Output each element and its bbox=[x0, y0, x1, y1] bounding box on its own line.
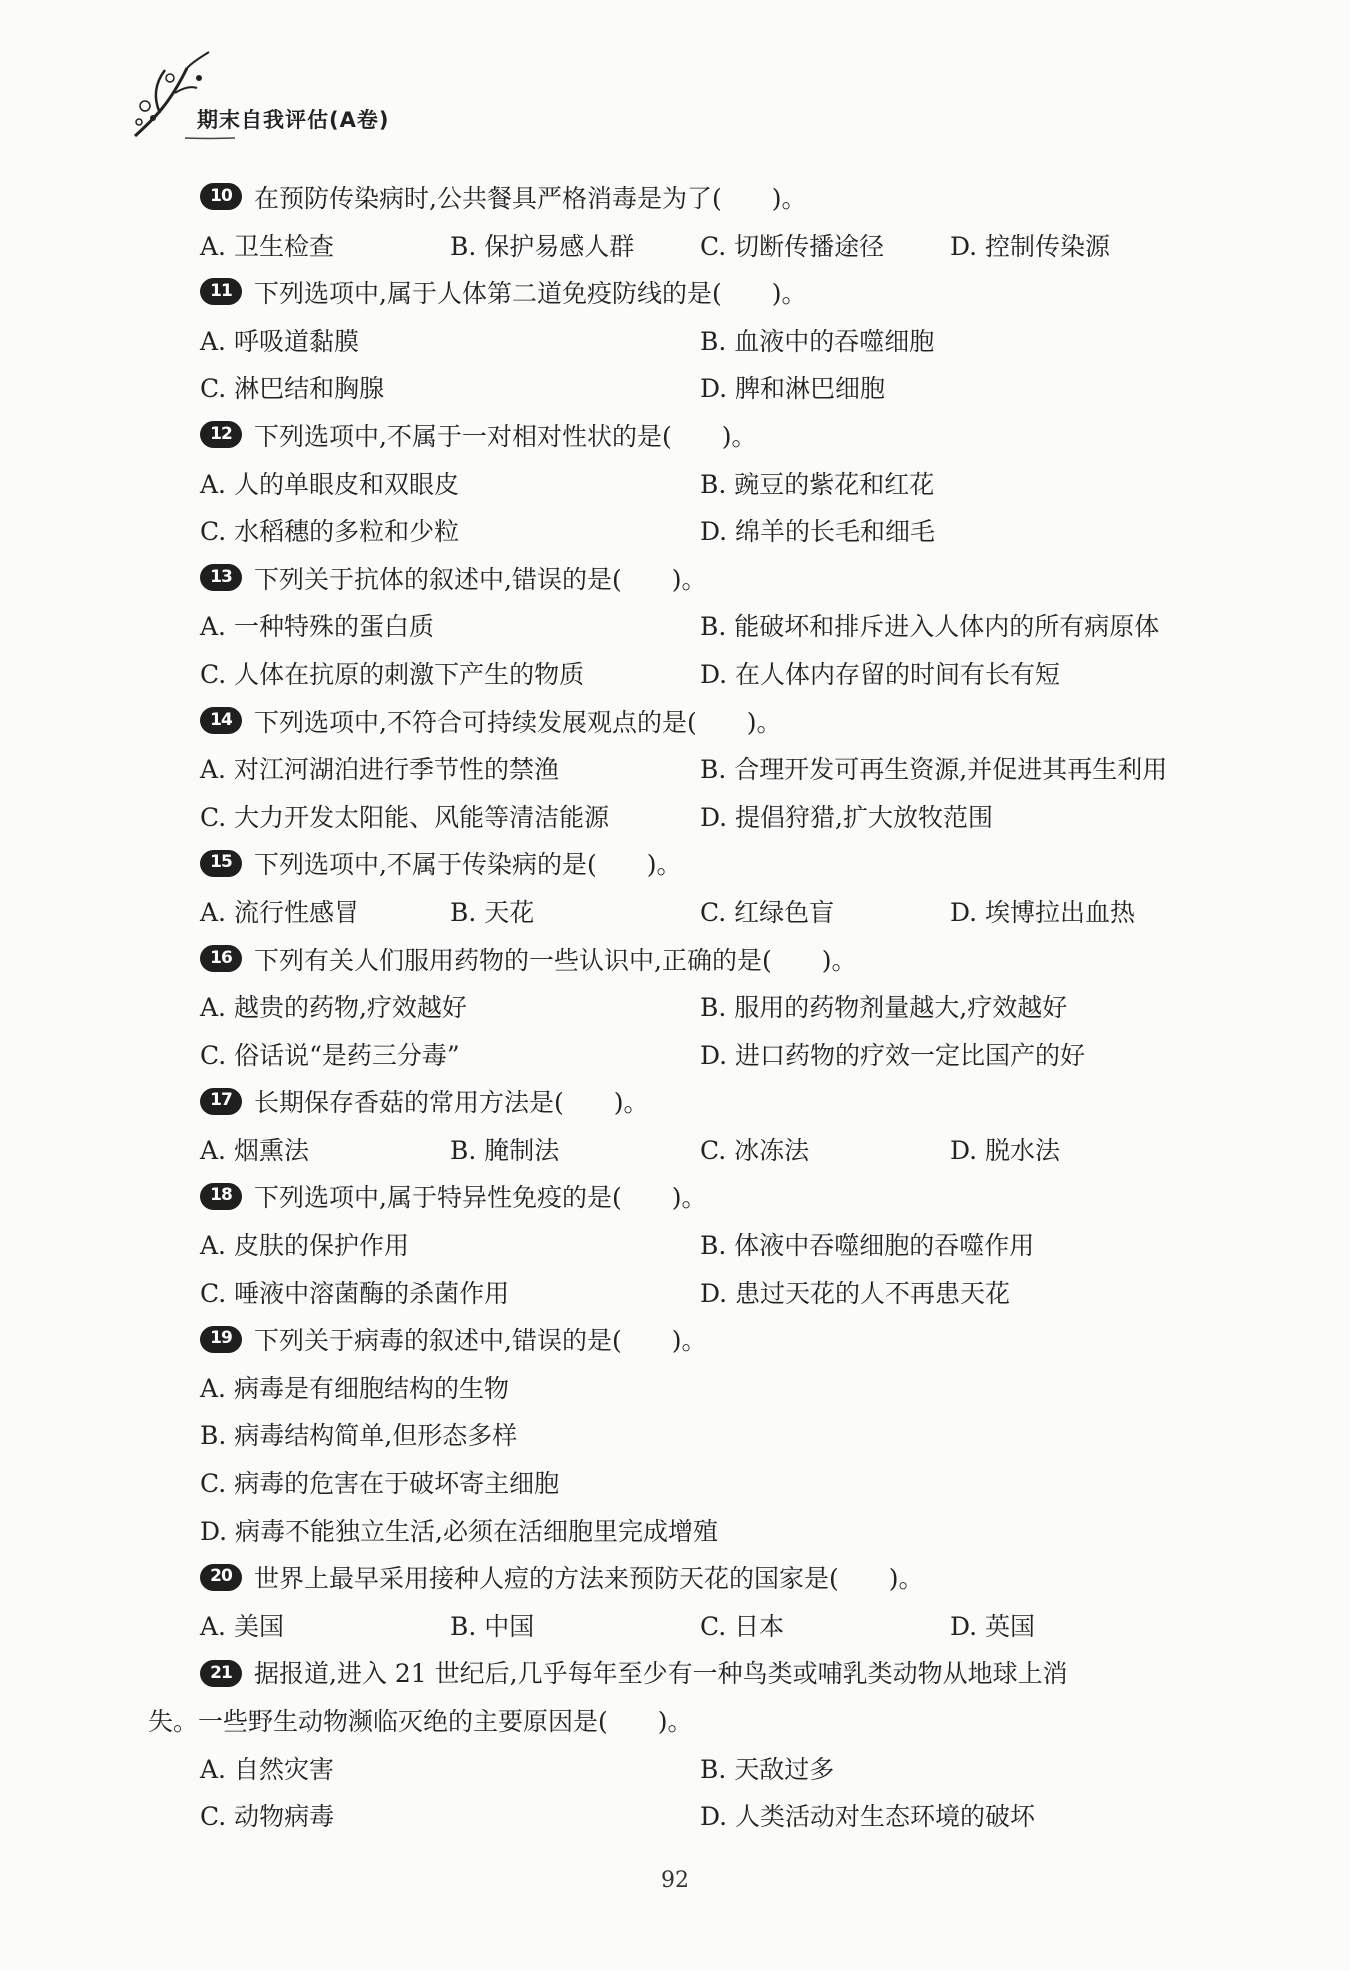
question-stem bbox=[200, 1555, 1220, 1603]
question-number-badge: 15 bbox=[200, 850, 242, 877]
page-number: 92 bbox=[661, 1868, 689, 1893]
answer-option: C. 动物病毒 bbox=[200, 1802, 335, 1832]
option-list bbox=[200, 746, 1220, 841]
question-item bbox=[200, 270, 1220, 413]
answer-option: C. 红绿色盲 bbox=[700, 897, 835, 927]
answer-option: C. 病毒的危害在于破坏寄主细胞 bbox=[200, 1469, 560, 1499]
question-text: 长期保存香菇的常用方法是( )。 bbox=[254, 1088, 649, 1118]
answer-option: D. 病毒不能独立生活,必须在活细胞里完成增殖 bbox=[200, 1516, 718, 1546]
question-item bbox=[200, 1174, 1220, 1317]
option-list bbox=[200, 984, 1220, 1079]
question-text: 下列关于病毒的叙述中,错误的是( )。 bbox=[254, 1326, 707, 1356]
page-header bbox=[125, 48, 465, 143]
answer-option: D. 绵羊的长毛和细毛 bbox=[700, 517, 936, 547]
answer-option: C. 淋巴结和胸腺 bbox=[200, 374, 385, 404]
question-text: 下列选项中,不符合可持续发展观点的是( )。 bbox=[254, 707, 782, 737]
question-item bbox=[200, 1317, 1220, 1555]
question-number-badge: 13 bbox=[200, 564, 242, 591]
question-text: 下列关于抗体的叙述中,错误的是( )。 bbox=[254, 564, 707, 594]
option-list bbox=[200, 1365, 1220, 1555]
answer-option: C. 人体在抗原的刺激下产生的物质 bbox=[200, 659, 585, 689]
option-list bbox=[200, 1603, 1220, 1651]
question-stem bbox=[200, 1079, 1220, 1127]
question-item bbox=[200, 699, 1220, 842]
question-item bbox=[200, 413, 1220, 556]
answer-option: A. 呼吸道黏膜 bbox=[200, 326, 359, 356]
answer-option: A. 烟熏法 bbox=[200, 1135, 309, 1165]
question-number-badge: 17 bbox=[200, 1088, 242, 1115]
question-item bbox=[200, 1079, 1220, 1174]
answer-option: B. 合理开发可再生资源,并促进其再生利用 bbox=[700, 755, 1168, 785]
option-list bbox=[200, 318, 1220, 413]
question-item bbox=[200, 937, 1220, 1080]
question-item bbox=[200, 1555, 1220, 1650]
question-text: 下列选项中,不属于传染病的是( )。 bbox=[254, 850, 682, 880]
answer-option: B. 体液中吞噬细胞的吞噬作用 bbox=[700, 1231, 1035, 1261]
answer-option: A. 流行性感冒 bbox=[200, 897, 359, 927]
question-number-badge: 12 bbox=[200, 421, 242, 448]
question-stem bbox=[200, 175, 1220, 223]
answer-option: A. 一种特殊的蛋白质 bbox=[200, 612, 434, 642]
question-number-badge: 16 bbox=[200, 945, 242, 972]
answer-option: B. 腌制法 bbox=[450, 1135, 560, 1165]
question-text: 据报道,进入 21 世纪后,几乎每年至少有一种鸟类或哺乳类动物从地球上消 bbox=[254, 1659, 1068, 1689]
question-list bbox=[148, 175, 1220, 1841]
answer-option: D. 患过天花的人不再患天花 bbox=[700, 1278, 1011, 1308]
answer-option: B. 保护易感人群 bbox=[450, 231, 635, 261]
answer-option: C. 俗话说“是药三分毒” bbox=[200, 1040, 460, 1070]
question-stem bbox=[200, 699, 1220, 747]
answer-option: C. 冰冻法 bbox=[700, 1135, 810, 1165]
answer-option: D. 进口药物的疗效一定比国产的好 bbox=[700, 1040, 1086, 1070]
answer-option: A. 卫生检查 bbox=[200, 231, 334, 261]
question-item bbox=[200, 175, 1220, 270]
option-list bbox=[200, 223, 1220, 271]
question-stem bbox=[200, 841, 1220, 889]
answer-option: C. 水稻穗的多粒和少粒 bbox=[200, 517, 460, 547]
header-title: 期末自我评估(A卷) bbox=[197, 108, 390, 132]
answer-option: D. 脾和淋巴细胞 bbox=[700, 374, 886, 404]
option-list bbox=[200, 1746, 1220, 1841]
question-item bbox=[200, 841, 1220, 936]
question-stem bbox=[200, 413, 1220, 461]
answer-option: B. 病毒结构简单,但形态多样 bbox=[200, 1421, 518, 1451]
answer-option: A. 自然灾害 bbox=[200, 1754, 334, 1784]
answer-option: B. 天花 bbox=[450, 897, 535, 927]
answer-option: B. 服用的药物剂量越大,疗效越好 bbox=[700, 993, 1068, 1023]
answer-option: B. 中国 bbox=[450, 1611, 535, 1641]
answer-option: A. 对江河湖泊进行季节性的禁渔 bbox=[200, 755, 559, 785]
answer-option: D. 控制传染源 bbox=[950, 231, 1111, 261]
answer-option: D. 在人体内存留的时间有长有短 bbox=[700, 659, 1061, 689]
question-number-badge: 14 bbox=[200, 707, 242, 734]
question-stem bbox=[200, 556, 1220, 604]
question-number-badge: 21 bbox=[200, 1660, 242, 1687]
answer-option: C. 日本 bbox=[700, 1611, 785, 1641]
answer-option: A. 病毒是有细胞结构的生物 bbox=[200, 1373, 509, 1403]
answer-option: B. 天敌过多 bbox=[700, 1754, 835, 1784]
option-list bbox=[200, 461, 1220, 556]
question-item bbox=[148, 1650, 1220, 1840]
answer-option: D. 人类活动对生态环境的破坏 bbox=[700, 1802, 1036, 1832]
answer-option: A. 美国 bbox=[200, 1611, 284, 1641]
answer-option: C. 大力开发太阳能、风能等清洁能源 bbox=[200, 802, 610, 832]
answer-option: D. 埃博拉出血热 bbox=[950, 897, 1136, 927]
option-list bbox=[200, 889, 1220, 937]
question-number-badge: 10 bbox=[200, 183, 242, 210]
question-stem bbox=[200, 937, 1220, 985]
question-text: 下列选项中,属于特异性免疫的是( )。 bbox=[254, 1183, 707, 1213]
answer-option: D. 提倡狩猎,扩大放牧范围 bbox=[700, 802, 993, 832]
question-text: 下列选项中,属于人体第二道免疫防线的是( )。 bbox=[254, 279, 807, 309]
question-number-badge: 19 bbox=[200, 1326, 242, 1353]
answer-option: D. 英国 bbox=[950, 1611, 1036, 1641]
answer-option: A. 越贵的药物,疗效越好 bbox=[200, 993, 467, 1023]
option-list bbox=[200, 1222, 1220, 1317]
option-list bbox=[200, 603, 1220, 698]
answer-option: A. 皮肤的保护作用 bbox=[200, 1231, 409, 1261]
question-text: 下列有关人们服用药物的一些认识中,正确的是( )。 bbox=[254, 945, 857, 975]
answer-option: A. 人的单眼皮和双眼皮 bbox=[200, 469, 459, 499]
question-stem bbox=[200, 1174, 1220, 1222]
question-text-continuation: 失。一些野生动物濒临灭绝的主要原因是( )。 bbox=[148, 1707, 693, 1736]
question-stem bbox=[200, 1650, 1220, 1698]
question-stem bbox=[200, 1317, 1220, 1365]
answer-option: C. 唾液中溶菌酶的杀菌作用 bbox=[200, 1278, 510, 1308]
option-list bbox=[200, 1127, 1220, 1175]
question-item bbox=[200, 556, 1220, 699]
question-number-badge: 20 bbox=[200, 1564, 242, 1591]
question-text: 在预防传染病时,公共餐具严格消毒是为了( )。 bbox=[254, 184, 807, 213]
answer-option: D. 脱水法 bbox=[950, 1135, 1061, 1165]
answer-option: C. 切断传播途径 bbox=[700, 231, 885, 261]
answer-option: B. 豌豆的紫花和红花 bbox=[700, 469, 935, 499]
question-text: 下列选项中,不属于一对相对性状的是( )。 bbox=[254, 421, 757, 451]
answer-option: B. 血液中的吞噬细胞 bbox=[700, 326, 935, 356]
answer-option: B. 能破坏和排斥进入人体内的所有病原体 bbox=[700, 612, 1160, 642]
question-text: 世界上最早采用接种人痘的方法来预防天花的国家是( )。 bbox=[254, 1564, 924, 1594]
question-stem bbox=[200, 270, 1220, 318]
question-number-badge: 18 bbox=[200, 1183, 242, 1210]
question-number-badge: 11 bbox=[200, 278, 242, 305]
